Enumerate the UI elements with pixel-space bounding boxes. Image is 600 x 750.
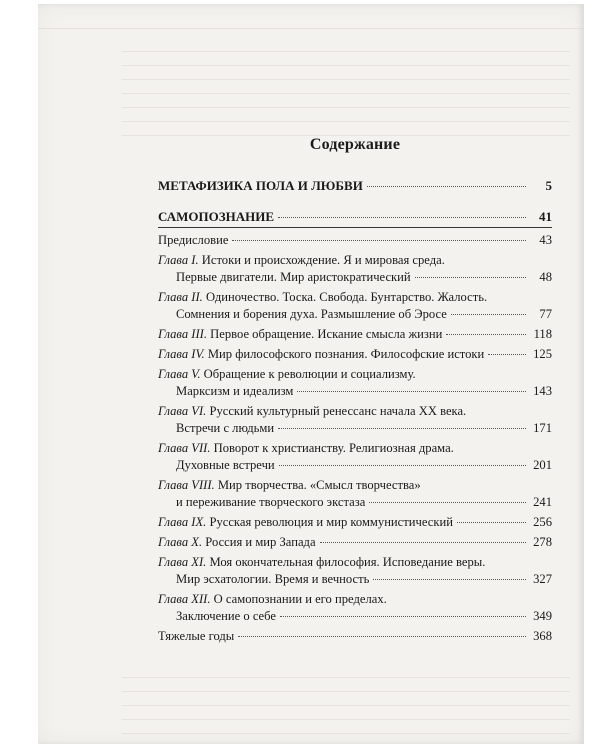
toc-title: Содержание xyxy=(309,136,401,153)
dot-leader xyxy=(446,334,526,335)
toc-page-number: 43 xyxy=(539,233,552,247)
toc-page-number: 5 xyxy=(545,178,552,193)
dot-leader xyxy=(367,186,526,187)
toc-entry-line xyxy=(158,554,552,571)
toc-entry-line xyxy=(158,326,552,343)
chapter-label: Глава XII. xyxy=(158,592,211,606)
toc-page-number: 368 xyxy=(533,629,552,643)
chapter-label: Глава V. xyxy=(158,367,201,381)
toc-entry-text: Русская революция и мир коммунистический xyxy=(209,515,453,529)
dot-leader xyxy=(278,428,526,429)
dot-leader xyxy=(457,522,526,523)
toc-entry-text: Россия и мир Запада xyxy=(205,535,316,549)
toc-entry[interactable] xyxy=(158,554,552,588)
toc-entry-line xyxy=(158,269,552,286)
bleed-through-text-top xyxy=(122,38,570,136)
toc-entry[interactable] xyxy=(158,326,552,343)
dot-leader xyxy=(369,502,526,503)
toc-entry-text: Мир эсхатологии. Время и вечность xyxy=(176,572,370,586)
toc-entry-line xyxy=(158,514,552,531)
toc-entry[interactable] xyxy=(158,289,552,323)
toc-entry-text: Тяжелые годы xyxy=(158,629,235,643)
toc-entry-line xyxy=(158,420,552,437)
toc-entry-text: Русский культурный ренессанс начала XX века. xyxy=(209,404,467,418)
toc-page-number: 118 xyxy=(533,327,552,341)
toc-entry-line xyxy=(158,591,552,608)
toc-entry-line xyxy=(158,252,552,269)
toc-entry[interactable] xyxy=(158,346,552,363)
toc-entry-text: Поворот к христианству. Религиозная драма. xyxy=(213,441,454,455)
toc-entry-text: Духовные встречи xyxy=(176,458,275,472)
chapter-label: Глава III. xyxy=(158,327,207,341)
toc-entry-line xyxy=(158,289,552,306)
dot-leader xyxy=(279,465,526,466)
toc-entry-text: Истоки и происхождение. Я и мировая среда. xyxy=(201,253,445,267)
chapter-label: Глава IX. xyxy=(158,515,207,529)
toc-entry-text: Первое обращение. Искание смысла жизни xyxy=(210,327,443,341)
dot-leader xyxy=(451,314,526,315)
bleed-through-header xyxy=(38,8,584,29)
toc-page-number: 278 xyxy=(533,535,552,549)
toc-page-number: 171 xyxy=(533,421,552,435)
table-of-contents xyxy=(158,136,552,645)
toc-entry-line xyxy=(158,346,552,363)
toc-section[interactable] xyxy=(158,177,552,194)
chapter-label: Глава X. xyxy=(158,535,203,549)
toc-entry-text: Моя окончательная философия. Исповедание веры. xyxy=(209,555,486,569)
toc-entry[interactable] xyxy=(158,591,552,625)
toc-entry[interactable] xyxy=(158,252,552,286)
dot-leader xyxy=(232,240,526,241)
chapter-label: Глава VIII. xyxy=(158,478,215,492)
toc-entry-line xyxy=(158,571,552,588)
toc-entry[interactable] xyxy=(158,477,552,511)
toc-page-number: 201 xyxy=(533,458,552,472)
toc-section-title: МЕТАФИЗИКА ПОЛА И ЛЮБВИ xyxy=(158,178,363,193)
toc-page-number: 125 xyxy=(533,347,552,361)
toc-page-number: 241 xyxy=(533,495,552,509)
toc-entries xyxy=(158,232,552,645)
toc-entry-text: Первые двигатели. Мир аристократический xyxy=(176,270,411,284)
toc-entry-line xyxy=(158,440,552,457)
toc-entry[interactable] xyxy=(158,403,552,437)
bleed-through-text-bottom xyxy=(122,664,570,734)
dot-leader xyxy=(297,391,526,392)
toc-entry-text: Мир творчества. «Смысл творчества» xyxy=(217,478,421,492)
section-divider xyxy=(158,227,552,228)
chapter-label: Глава II. xyxy=(158,290,203,304)
toc-entry-text: Обращение к революции и социализму. xyxy=(203,367,416,381)
toc-entry-line xyxy=(158,232,552,249)
toc-page-number: 256 xyxy=(533,515,552,529)
toc-entry-line xyxy=(158,457,552,474)
dot-leader xyxy=(280,616,526,617)
toc-entry-text: Заключение о себе xyxy=(176,609,276,623)
toc-entry-line xyxy=(158,494,552,511)
toc-entry[interactable] xyxy=(158,534,552,551)
toc-entry[interactable] xyxy=(158,628,552,645)
toc-page-number: 327 xyxy=(533,572,552,586)
toc-entry-text: Встречи с людьми xyxy=(176,421,275,435)
toc-entry-text: Предисловие xyxy=(158,233,229,247)
toc-entry-text: и переживание творческого экстаза xyxy=(176,495,366,509)
toc-entry-text: О самопознании и его пределах. xyxy=(213,592,387,606)
chapter-label: Глава XI. xyxy=(158,555,207,569)
toc-entry[interactable] xyxy=(158,514,552,531)
dot-leader xyxy=(320,542,526,543)
toc-entry-line xyxy=(158,403,552,420)
toc-page-number: 143 xyxy=(533,384,552,398)
toc-entry[interactable] xyxy=(158,366,552,400)
toc-section[interactable] xyxy=(158,208,552,225)
toc-page-number: 41 xyxy=(539,209,552,224)
toc-entry[interactable] xyxy=(158,440,552,474)
dot-leader xyxy=(488,354,526,355)
toc-entry-text: Мир философского познания. Философские истоки xyxy=(207,347,485,361)
toc-entry-line xyxy=(158,477,552,494)
dot-leader xyxy=(373,579,526,580)
chapter-label: Глава IV. xyxy=(158,347,205,361)
toc-page-number: 48 xyxy=(539,270,552,284)
toc-page-number: 349 xyxy=(533,609,552,623)
dot-leader xyxy=(238,636,526,637)
toc-entry-line xyxy=(158,628,552,645)
toc-entry-line xyxy=(158,383,552,400)
toc-entry-line xyxy=(158,534,552,551)
toc-entry-text: Марксизм и идеализм xyxy=(176,384,294,398)
dot-leader xyxy=(415,277,526,278)
toc-entry-text: Одиночество. Тоска. Свобода. Бунтарство. Жалость. xyxy=(205,290,488,304)
toc-section-title: САМОПОЗНАНИЕ xyxy=(158,209,274,224)
book-page xyxy=(38,4,584,744)
chapter-label: Глава VI. xyxy=(158,404,207,418)
dot-leader xyxy=(278,217,526,218)
toc-entry-line xyxy=(158,608,552,625)
toc-entry-line xyxy=(158,306,552,323)
toc-entry-line xyxy=(158,366,552,383)
chapter-label: Глава I. xyxy=(158,253,199,267)
toc-entry[interactable] xyxy=(158,232,552,249)
toc-page-number: 77 xyxy=(539,307,552,321)
chapter-label: Глава VII. xyxy=(158,441,211,455)
toc-entry-text: Сомнения и борения духа. Размышление об Эросе xyxy=(176,307,447,321)
